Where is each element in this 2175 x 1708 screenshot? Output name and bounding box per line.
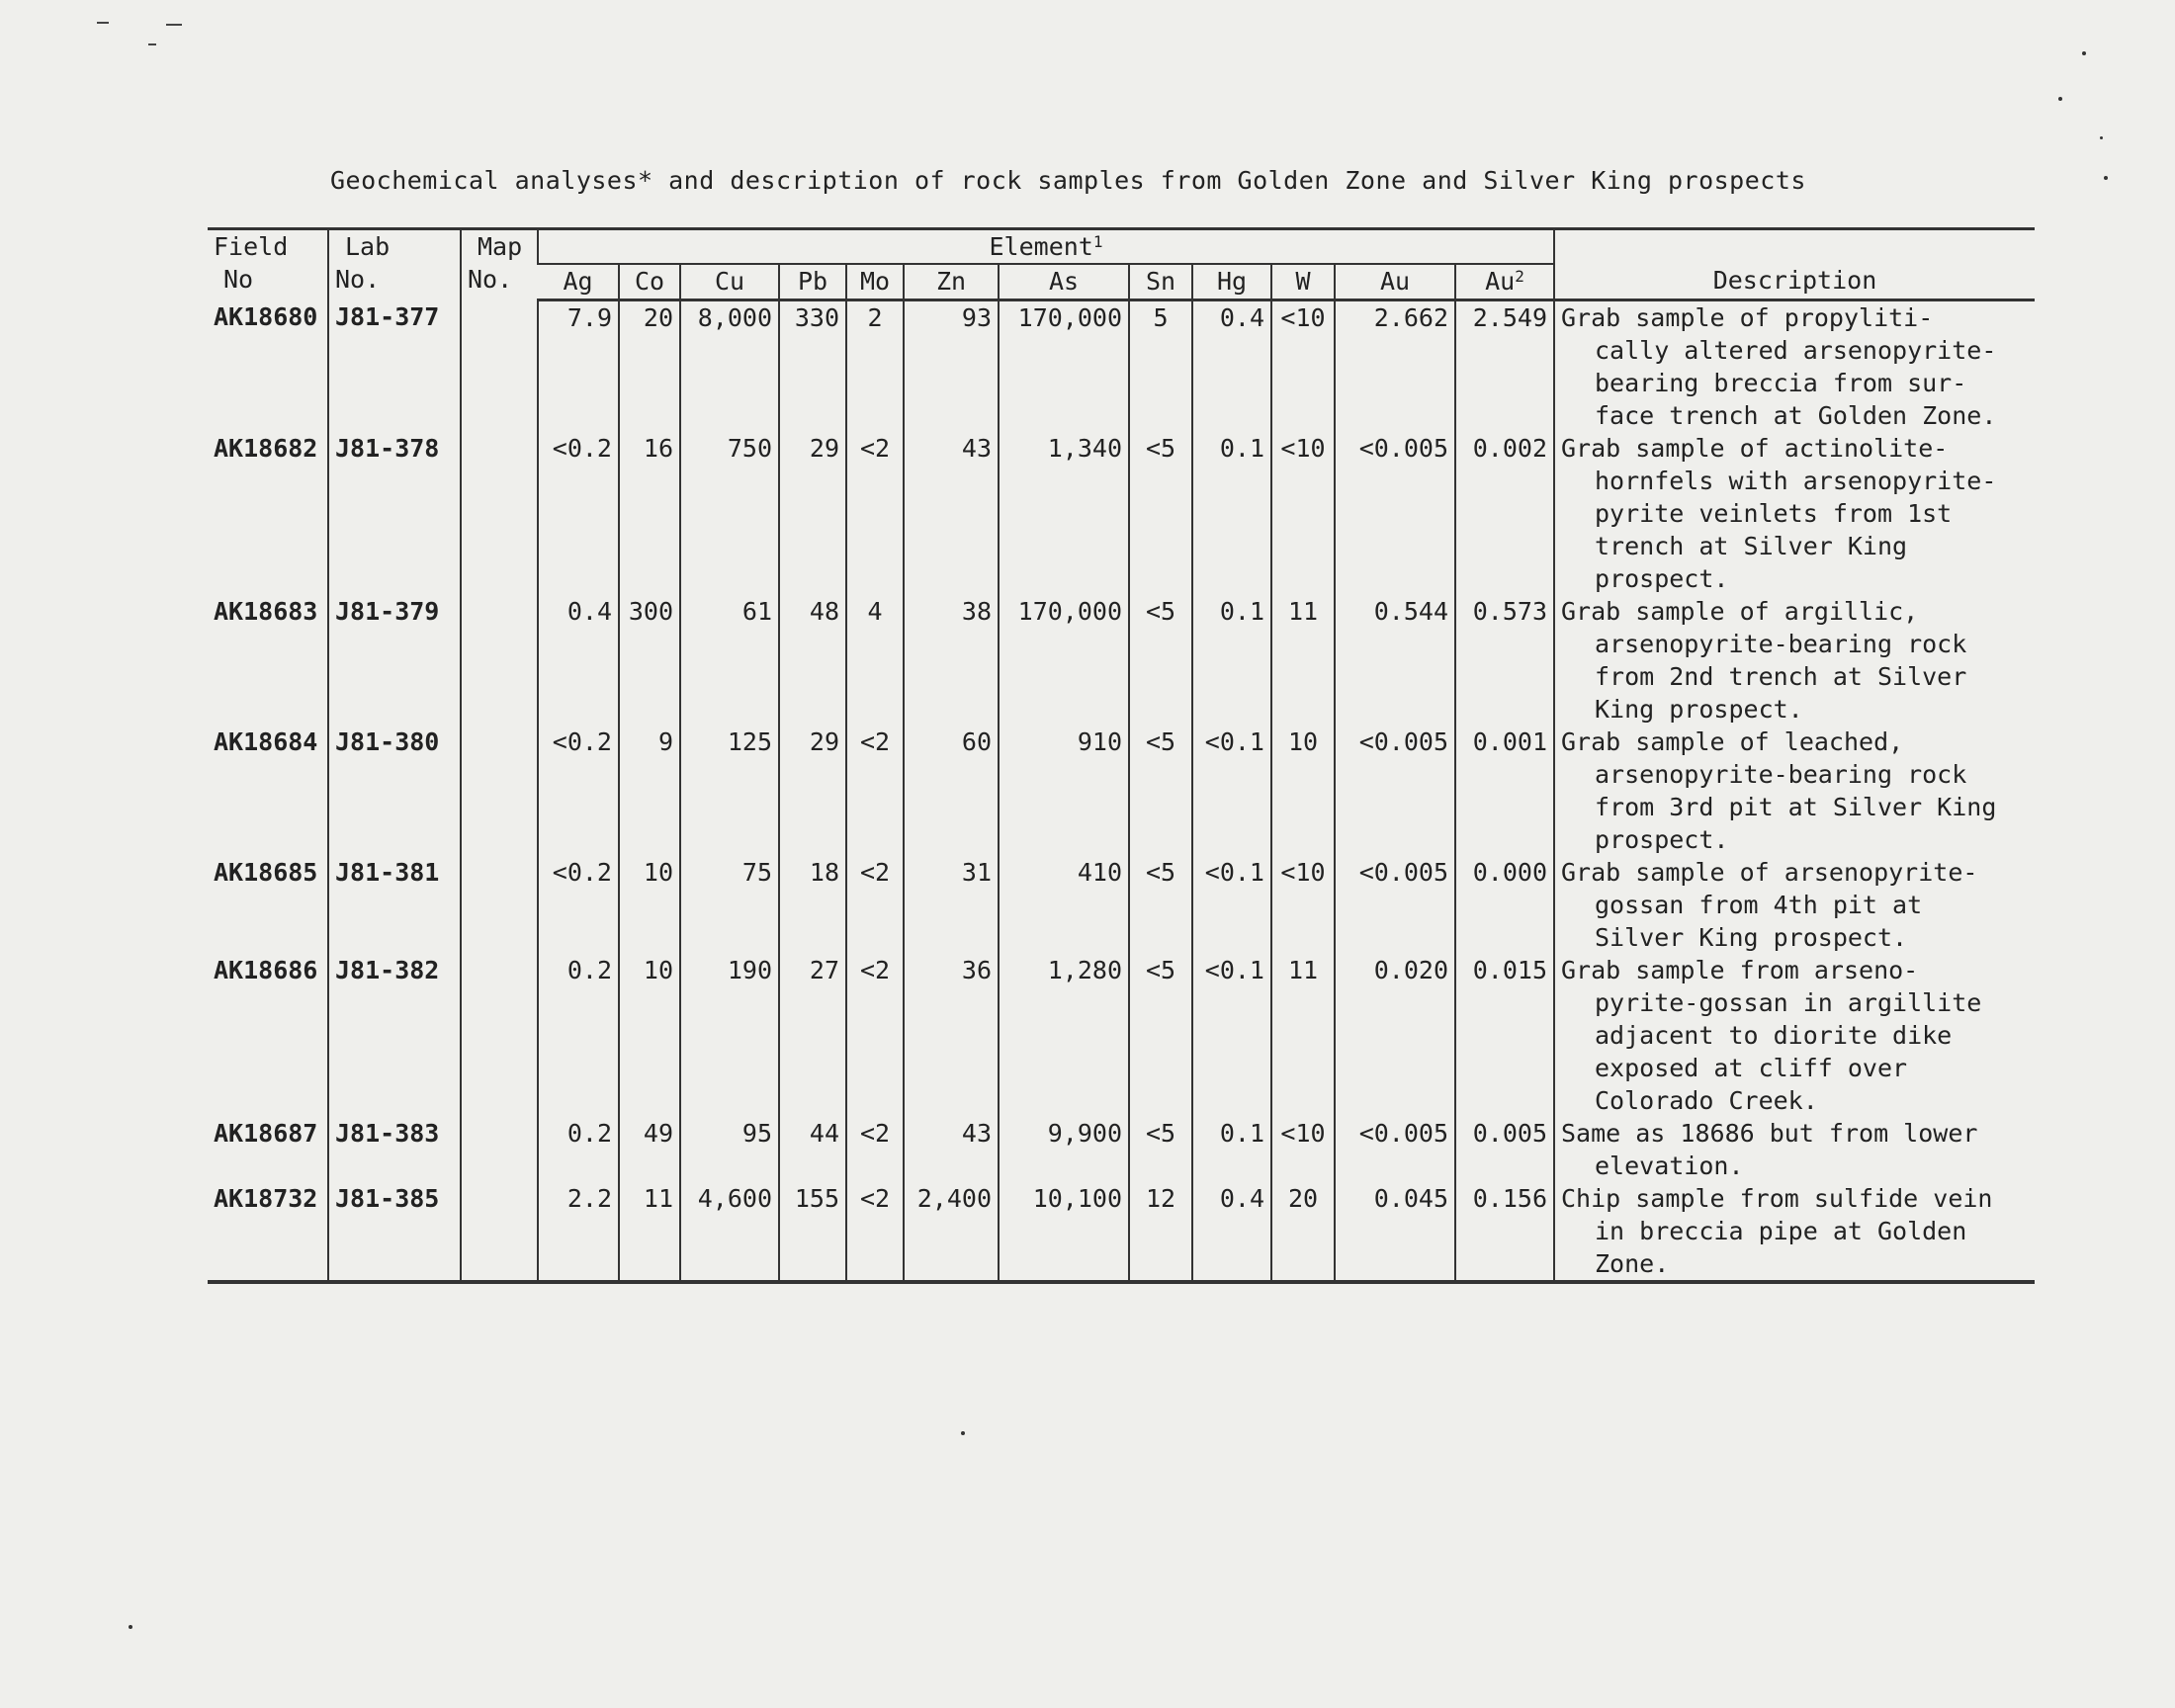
header-element-zn: Zn xyxy=(904,264,999,300)
value-cell-co: 10 xyxy=(619,954,680,1117)
value-cell-au2: 0.015 xyxy=(1455,954,1554,1117)
description-cell xyxy=(1554,1182,2035,1282)
value-cell-co: 10 xyxy=(619,856,680,954)
description-line: exposed at cliff over xyxy=(1595,1054,1908,1082)
value-cell-ag: 7.9 xyxy=(538,300,619,433)
value-cell-au: <0.005 xyxy=(1335,856,1455,954)
description-line: Grab sample of argillic, xyxy=(1561,597,1919,626)
value-cell-au2: 2.549 xyxy=(1455,300,1554,433)
lab-no-cell: J81-382 xyxy=(328,954,461,1117)
value-cell-au2: 0.156 xyxy=(1455,1182,1554,1282)
value-cell-mo: <2 xyxy=(846,954,904,1117)
value-cell-au: <0.005 xyxy=(1335,432,1455,595)
header-element-cu: Cu xyxy=(680,264,779,300)
value-cell-zn: 38 xyxy=(904,595,999,726)
value-cell-as: 410 xyxy=(999,856,1129,954)
description-line: prospect. xyxy=(1595,564,1729,593)
value-cell-sn: 12 xyxy=(1129,1182,1192,1282)
scan-speck xyxy=(961,1431,965,1435)
value-cell-sn: <5 xyxy=(1129,954,1192,1117)
value-cell-cu: 190 xyxy=(680,954,779,1117)
description-line: gossan from 4th pit at xyxy=(1595,891,1923,919)
value-cell-mo: 2 xyxy=(846,300,904,433)
lab-no-cell: J81-380 xyxy=(328,726,461,856)
value-cell-as: 910 xyxy=(999,726,1129,856)
description-line: from 3rd pit at Silver King xyxy=(1595,793,1997,821)
lab-no-cell: J81-383 xyxy=(328,1117,461,1182)
value-cell-au: 0.020 xyxy=(1335,954,1455,1117)
field-no-cell: AK18683 xyxy=(214,597,318,626)
scan-mark xyxy=(148,43,156,45)
value-cell-w: 10 xyxy=(1271,726,1335,856)
value-cell-cu: 95 xyxy=(680,1117,779,1182)
description-line: pyrite veinlets from 1st xyxy=(1595,499,1953,528)
value-cell-cu: 61 xyxy=(680,595,779,726)
header-element-sn: Sn xyxy=(1129,264,1192,300)
table-row xyxy=(208,1182,2035,1282)
value-cell-as: 10,100 xyxy=(999,1182,1129,1282)
value-cell-pb: 29 xyxy=(779,432,846,595)
value-cell-cu: 8,000 xyxy=(680,300,779,433)
value-cell-au2: 0.573 xyxy=(1455,595,1554,726)
description-line: arsenopyrite-bearing rock xyxy=(1595,630,1967,658)
field-no-cell: AK18685 xyxy=(214,858,318,887)
description-line: Grab sample of actinolite- xyxy=(1561,434,1949,463)
scan-mark xyxy=(166,24,182,26)
value-cell-mo: <2 xyxy=(846,432,904,595)
value-cell-au: <0.005 xyxy=(1335,1117,1455,1182)
table-row xyxy=(208,300,2035,433)
value-cell-ag: <0.2 xyxy=(538,726,619,856)
value-cell-co: 16 xyxy=(619,432,680,595)
value-cell-w: <10 xyxy=(1271,432,1335,595)
description-line: Zone. xyxy=(1595,1249,1670,1278)
table-row xyxy=(208,595,2035,726)
value-cell-ag: 0.2 xyxy=(538,954,619,1117)
table-row xyxy=(208,726,2035,856)
value-cell-pb: 44 xyxy=(779,1117,846,1182)
description-cell xyxy=(1554,726,2035,856)
value-cell-mo: <2 xyxy=(846,726,904,856)
header-element-ag: Ag xyxy=(538,264,619,300)
value-cell-w: <10 xyxy=(1271,856,1335,954)
value-cell-au: <0.005 xyxy=(1335,726,1455,856)
header-element-pb: Pb xyxy=(779,264,846,300)
value-cell-sn: 5 xyxy=(1129,300,1192,433)
value-cell-sn: <5 xyxy=(1129,856,1192,954)
value-cell-zn: 60 xyxy=(904,726,999,856)
value-cell-co: 11 xyxy=(619,1182,680,1282)
value-cell-sn: <5 xyxy=(1129,595,1192,726)
value-cell-ag: <0.2 xyxy=(538,432,619,595)
value-cell-w: 20 xyxy=(1271,1182,1335,1282)
field-no-cell: AK18684 xyxy=(214,727,318,756)
map-no-cell xyxy=(461,856,538,954)
header-field-no: Field No xyxy=(208,229,328,300)
description-cell xyxy=(1554,432,2035,595)
header-element-group: Element$^1$ xyxy=(538,229,1554,265)
description-cell xyxy=(1554,1117,2035,1182)
header-map-no: Map No. xyxy=(461,229,538,300)
value-cell-mo: <2 xyxy=(846,1117,904,1182)
value-cell-as: 170,000 xyxy=(999,300,1129,433)
value-cell-pb: 48 xyxy=(779,595,846,726)
lab-no-cell: J81-381 xyxy=(328,856,461,954)
value-cell-pb: 155 xyxy=(779,1182,846,1282)
table-row xyxy=(208,856,2035,954)
value-cell-hg: <0.1 xyxy=(1192,954,1271,1117)
value-cell-w: <10 xyxy=(1271,300,1335,433)
value-cell-hg: 0.4 xyxy=(1192,300,1271,433)
value-cell-cu: 750 xyxy=(680,432,779,595)
value-cell-mo: <2 xyxy=(846,1182,904,1282)
map-no-cell xyxy=(461,726,538,856)
description-cell xyxy=(1554,954,2035,1117)
description-cell xyxy=(1554,300,2035,433)
map-no-cell xyxy=(461,432,538,595)
scan-speck xyxy=(2100,136,2103,139)
map-no-cell xyxy=(461,1182,538,1282)
description-line: bearing breccia from sur- xyxy=(1595,369,1967,397)
value-cell-co: 300 xyxy=(619,595,680,726)
header-lab-no: Lab No. xyxy=(328,229,461,300)
table-row xyxy=(208,954,2035,1117)
description-line: cally altered arsenopyrite- xyxy=(1595,336,1997,365)
value-cell-hg: 0.1 xyxy=(1192,432,1271,595)
description-line: prospect. xyxy=(1595,825,1729,854)
value-cell-ag: 2.2 xyxy=(538,1182,619,1282)
description-line: Silver King prospect. xyxy=(1595,923,1908,952)
lab-no-cell: J81-385 xyxy=(328,1182,461,1282)
scan-speck xyxy=(2058,97,2062,101)
value-cell-hg: 0.4 xyxy=(1192,1182,1271,1282)
value-cell-w: 11 xyxy=(1271,954,1335,1117)
description-line: hornfels with arsenopyrite- xyxy=(1595,467,1997,495)
field-no-cell: AK18682 xyxy=(214,434,318,463)
value-cell-as: 1,280 xyxy=(999,954,1129,1117)
field-no-cell: AK18687 xyxy=(214,1119,318,1148)
value-cell-pb: 18 xyxy=(779,856,846,954)
value-cell-hg: <0.1 xyxy=(1192,726,1271,856)
map-no-cell xyxy=(461,300,538,433)
value-cell-cu: 4,600 xyxy=(680,1182,779,1282)
description-line: pyrite-gossan in argillite xyxy=(1595,988,1982,1017)
value-cell-au: 2.662 xyxy=(1335,300,1455,433)
value-cell-zn: 36 xyxy=(904,954,999,1117)
description-line: in breccia pipe at Golden xyxy=(1595,1217,1967,1245)
description-line: Grab sample from arseno- xyxy=(1561,956,1919,984)
value-cell-zn: 43 xyxy=(904,432,999,595)
description-line: Grab sample of leached, xyxy=(1561,727,1904,756)
value-cell-mo: <2 xyxy=(846,856,904,954)
value-cell-au2: 0.005 xyxy=(1455,1117,1554,1182)
value-cell-au2: 0.002 xyxy=(1455,432,1554,595)
geochemical-analyses-table xyxy=(208,227,2035,1284)
value-cell-ag: <0.2 xyxy=(538,856,619,954)
table-row xyxy=(208,432,2035,595)
value-cell-w: <10 xyxy=(1271,1117,1335,1182)
value-cell-au2: 0.001 xyxy=(1455,726,1554,856)
field-no-cell: AK18680 xyxy=(214,301,318,331)
document-title: Geochemical analyses* and description of rock samples from Golden Zone and Silver King prospects xyxy=(330,166,1806,195)
value-cell-ag: 0.2 xyxy=(538,1117,619,1182)
description-line: Same as 18686 but from lower xyxy=(1561,1119,1978,1148)
map-no-cell xyxy=(461,595,538,726)
lab-no-cell: J81-378 xyxy=(328,432,461,595)
header-element-w: W xyxy=(1271,264,1335,300)
value-cell-co: 9 xyxy=(619,726,680,856)
header-element-au2: Au$^2$ xyxy=(1455,264,1554,300)
header-element-as: As xyxy=(999,264,1129,300)
description-line: elevation. xyxy=(1595,1152,1744,1180)
description-line: trench at Silver King xyxy=(1595,532,1908,560)
scan-speck xyxy=(129,1625,132,1629)
description-line: arsenopyrite-bearing rock xyxy=(1595,760,1967,789)
description-line: Grab sample of propyliti- xyxy=(1561,303,1934,332)
value-cell-pb: 29 xyxy=(779,726,846,856)
field-no-cell: AK18732 xyxy=(208,1182,328,1282)
lab-no-cell: J81-379 xyxy=(328,595,461,726)
value-cell-sn: <5 xyxy=(1129,726,1192,856)
header-description-top xyxy=(1554,229,2035,265)
value-cell-au2: 0.000 xyxy=(1455,856,1554,954)
value-cell-sn: <5 xyxy=(1129,1117,1192,1182)
description-line: Chip sample from sulfide vein xyxy=(1561,1184,1993,1213)
scan-speck xyxy=(2082,51,2086,55)
map-no-cell xyxy=(461,1117,538,1182)
value-cell-hg: 0.1 xyxy=(1192,595,1271,726)
value-cell-zn: 31 xyxy=(904,856,999,954)
header-element-hg: Hg xyxy=(1192,264,1271,300)
value-cell-pb: 330 xyxy=(779,300,846,433)
value-cell-co: 20 xyxy=(619,300,680,433)
scan-speck xyxy=(2104,176,2108,180)
value-cell-co: 49 xyxy=(619,1117,680,1182)
value-cell-as: 1,340 xyxy=(999,432,1129,595)
value-cell-as: 170,000 xyxy=(999,595,1129,726)
value-cell-zn: 2,400 xyxy=(904,1182,999,1282)
description-cell xyxy=(1554,856,2035,954)
description-line: King prospect. xyxy=(1595,695,1803,724)
lab-no-cell: J81-377 xyxy=(328,300,461,433)
value-cell-cu: 75 xyxy=(680,856,779,954)
description-line: Grab sample of arsenopyrite- xyxy=(1561,858,1978,887)
header-element-co: Co xyxy=(619,264,680,300)
value-cell-sn: <5 xyxy=(1129,432,1192,595)
value-cell-zn: 93 xyxy=(904,300,999,433)
value-cell-au: 0.045 xyxy=(1335,1182,1455,1282)
description-cell xyxy=(1554,595,2035,726)
value-cell-as: 9,900 xyxy=(999,1117,1129,1182)
description-line: adjacent to diorite dike xyxy=(1595,1021,1953,1050)
header-element-au: Au xyxy=(1335,264,1455,300)
value-cell-ag: 0.4 xyxy=(538,595,619,726)
value-cell-pb: 27 xyxy=(779,954,846,1117)
description-line: from 2nd trench at Silver xyxy=(1595,662,1967,691)
value-cell-hg: <0.1 xyxy=(1192,856,1271,954)
description-line: face trench at Golden Zone. xyxy=(1595,401,1997,430)
header-element-mo: Mo xyxy=(846,264,904,300)
value-cell-au: 0.544 xyxy=(1335,595,1455,726)
value-cell-cu: 125 xyxy=(680,726,779,856)
value-cell-w: 11 xyxy=(1271,595,1335,726)
header-description: Description xyxy=(1554,264,2035,300)
description-line: Colorado Creek. xyxy=(1595,1086,1818,1115)
value-cell-hg: 0.1 xyxy=(1192,1117,1271,1182)
scan-mark xyxy=(97,22,109,24)
value-cell-zn: 43 xyxy=(904,1117,999,1182)
map-no-cell xyxy=(461,954,538,1117)
table-row xyxy=(208,1117,2035,1182)
value-cell-mo: 4 xyxy=(846,595,904,726)
field-no-cell: AK18686 xyxy=(214,956,318,984)
